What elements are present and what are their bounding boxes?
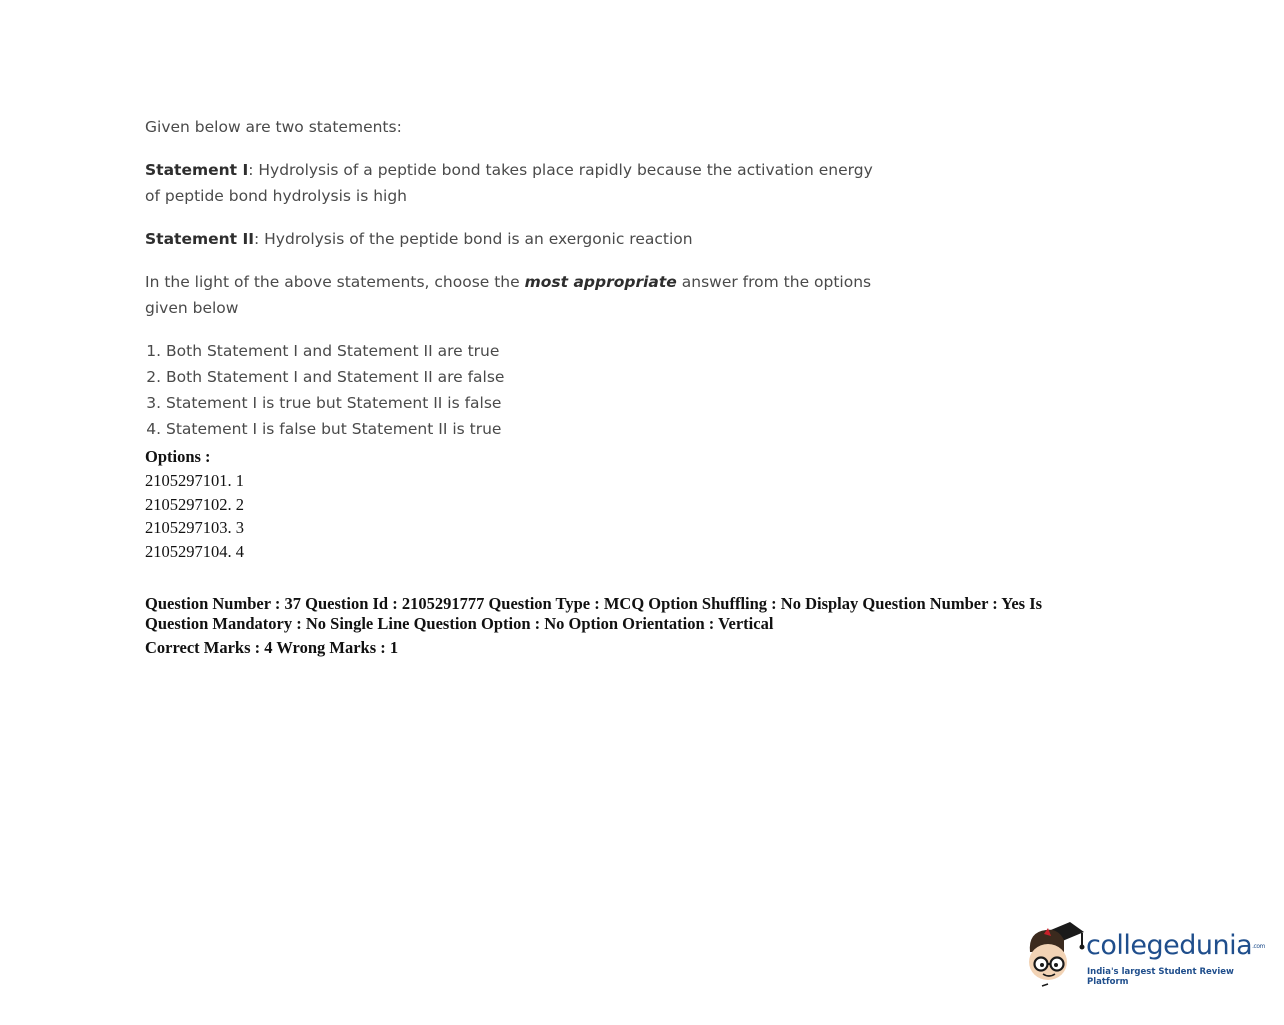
statement-2-text: : Hydrolysis of the peptide bond is an exergonic reaction xyxy=(254,230,693,248)
question-prompt xyxy=(145,269,885,321)
brand-name xyxy=(1086,930,1265,961)
choice-item: 4. Statement I is false but Statement II is true xyxy=(166,416,885,442)
statement-1-text: : Hydrolysis of a peptide bond takes place rapidly because the activation energy of peptide bond hydrolysis is high xyxy=(145,161,873,205)
metadata-line: Question Number : 37 Question Id : 2105291777 Question Type : MCQ Option Shuffling : No Display Question Number : Yes Is Question Mandatory : No Single Line Question Option : No Option Orientation : Vertical xyxy=(145,594,1043,633)
brand-text: collegedunia xyxy=(1086,930,1253,961)
question-metadata xyxy=(145,594,1105,658)
mascot-graduate-icon xyxy=(1024,918,1086,988)
prompt-emphasis: most appropriate xyxy=(524,273,677,291)
option-item: 2105297101. 1 xyxy=(145,470,244,490)
collegedunia-logo xyxy=(1024,918,1264,990)
statement-1 xyxy=(145,157,885,209)
brand-dotcom: .com xyxy=(1252,943,1265,950)
choice-item: 1. Both Statement I and Statement II are true xyxy=(166,338,885,364)
answer-choices xyxy=(145,338,885,442)
choice-item: 3. Statement I is true but Statement II is false xyxy=(166,390,885,416)
marks-line: Correct Marks : 4 Wrong Marks : 1 xyxy=(145,638,399,657)
question-intro: Given below are two statements: xyxy=(145,118,402,136)
options-heading: Options : xyxy=(145,447,211,466)
options-list xyxy=(145,445,244,564)
option-item: 2105297102. 2 xyxy=(145,494,244,514)
question-block xyxy=(145,114,885,442)
option-item: 2105297104. 4 xyxy=(145,542,244,562)
statement-1-label: Statement I xyxy=(145,161,249,179)
statement-2-label: Statement II xyxy=(145,230,254,248)
prompt-after: answer from the options given below xyxy=(145,273,872,317)
statement-2 xyxy=(145,226,885,252)
prompt-before: In the light of the above statements, choose the xyxy=(145,273,525,291)
choice-item: 2. Both Statement I and Statement II are false xyxy=(166,364,885,390)
brand-tagline: India's largest Student Review Platform xyxy=(1087,967,1234,987)
option-item: 2105297103. 3 xyxy=(145,518,244,538)
